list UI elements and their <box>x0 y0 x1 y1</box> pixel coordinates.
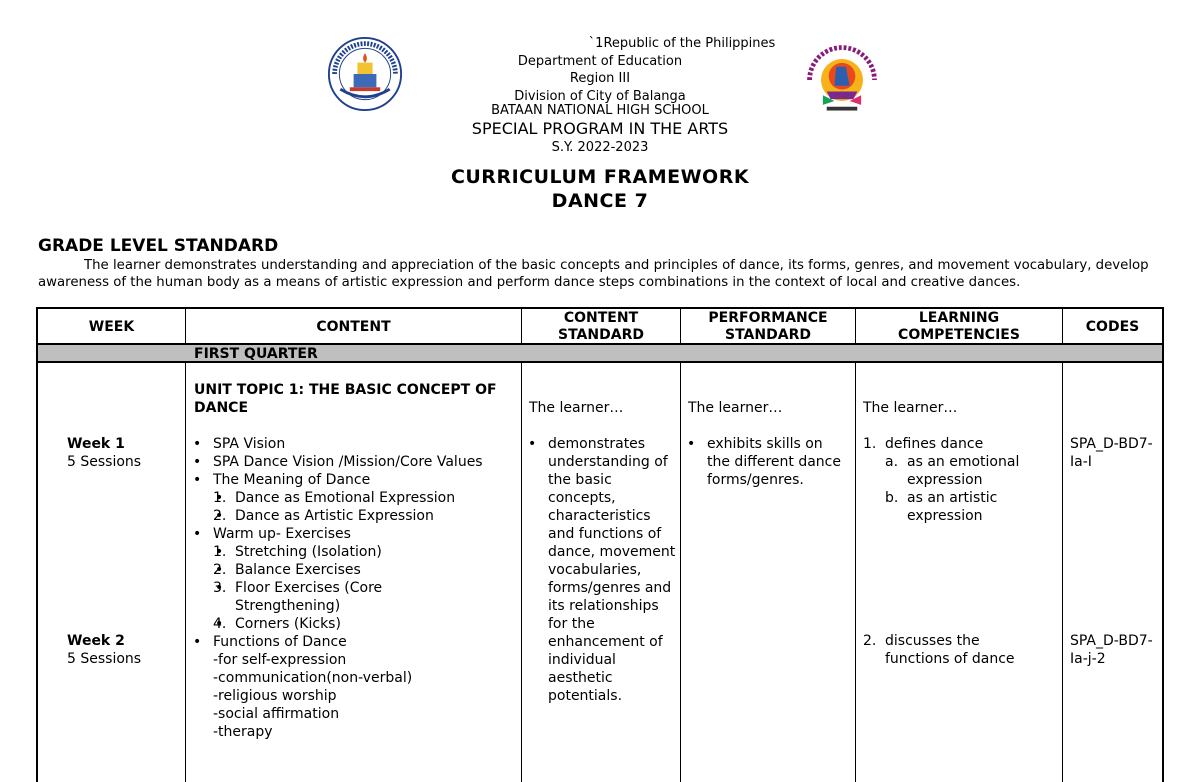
week-2-sessions: 5 Sessions <box>67 651 142 667</box>
quarter-label: FIRST QUARTER <box>194 346 318 362</box>
header-department: Department of Education <box>517 54 683 69</box>
header-content-standard: CONTENT STANDARD <box>558 310 644 343</box>
content-standard-intro: The learner… <box>529 400 624 416</box>
header-program: SPECIAL PROGRAM IN THE ARTS <box>471 119 729 138</box>
curriculum-table <box>36 307 1164 782</box>
function-item: -social affirmation <box>213 706 340 722</box>
performance-standard-intro: The learner… <box>688 400 783 416</box>
week-1-sessions: 5 Sessions <box>67 454 142 470</box>
table-header-row <box>38 309 1162 345</box>
unit-topic: UNIT TOPIC 1: THE BASIC CONCEPT OF DANCE <box>194 382 497 416</box>
content-item: • SPA Vision <box>191 435 517 453</box>
header-region: Region III <box>569 71 631 86</box>
content-item: • SPA Dance Vision /Mission/Core Values <box>191 453 517 471</box>
competency-1a: as an emotional expression <box>907 454 1020 488</box>
content-item: • Functions of Dance -for self-expression -communication(non-verbal) -religious worship -social affirmation -therapy <box>191 633 517 741</box>
week-1-label: Week 1 <box>67 436 125 452</box>
performance-standard-list <box>685 435 847 489</box>
header-school-year: S.Y. 2022-2023 <box>551 140 649 155</box>
performance-standard-text: • exhibits skills on the different dance forms/genres. <box>685 435 847 489</box>
content-sub-item: • 2. Dance as Artistic Expression <box>213 507 517 525</box>
header-republic: `1Republic of the Philippines <box>588 36 776 51</box>
content-item: • The Meaning of Dance • 1. Dance as Emotional Expression • 2. Dance as Artistic Expression <box>191 471 517 525</box>
code-1: SPA_D-BD7-Ia-I <box>1070 436 1153 470</box>
function-item: -therapy <box>213 724 273 740</box>
content-sub-item: • 1. Dance as Emotional Expression <box>213 489 517 507</box>
document-subtitle: DANCE 7 <box>551 190 649 212</box>
function-item: -religious worship <box>213 688 337 704</box>
grade-level-standard-text: The learner demonstrates understanding and appreciation of the basic concepts and principles of dance, its forms, genres, and movement vocabulary, develop awareness of the human body as a means of artistic expression and perform dance steps combinations in the context of local and creative dances. <box>38 258 1149 290</box>
content-sub-item: • 4. Corners (Kicks) <box>213 615 517 633</box>
grade-level-standard-title: GRADE LEVEL STANDARD <box>38 236 279 256</box>
competency-1: 1. defines dance a. as an emotional expression b. as an artistic expression <box>863 436 1020 524</box>
header-content: CONTENT <box>316 318 391 335</box>
function-item: -communication(non-verbal) <box>213 670 413 686</box>
content-sub-item: • 2. Balance Exercises <box>213 561 517 579</box>
competencies-intro: The learner… <box>863 400 958 416</box>
header-performance-standard: PERFORMANCE STANDARD <box>708 310 828 343</box>
header-school: BATAAN NATIONAL HIGH SCHOOL <box>491 103 709 118</box>
quarter-row <box>38 345 1162 363</box>
content-standard-text: • demonstrates understanding of the basic concepts, characteristics and functions of dance, movement vocabularies, forms/genres and its relationships for the enhancement of individual aesthetic potentials. <box>526 435 676 705</box>
content-sub-item: • 1. Stretching (Isolation) <box>213 543 517 561</box>
content-standard-list <box>526 435 676 705</box>
content-sub-item: • 3. Floor Exercises (Core Strengthening) <box>213 579 483 615</box>
competency-1-text: defines dance <box>885 436 984 452</box>
competency-2: 2. discusses the functions of dance <box>863 633 1015 667</box>
content-item: • Warm up- Exercises • 1. Stretching (Isolation) • 2. Balance Exercises • 3. Floor Exercises (Core Strengthening) • 4. Corners (Kicks) <box>191 525 517 633</box>
content-list <box>191 435 517 741</box>
function-item: -for self-expression <box>213 652 347 668</box>
competency-2-text: discusses the functions of dance <box>885 633 1015 667</box>
document-title: CURRICULUM FRAMEWORK <box>450 166 750 188</box>
header-learning-competencies: LEARNING COMPETENCIES <box>898 310 1020 343</box>
week-2-label: Week 2 <box>67 633 125 649</box>
code-2: SPA_D-BD7-Ia-j-2 <box>1070 633 1153 667</box>
header-week: WEEK <box>88 318 135 335</box>
header-division: Division of City of Balanga <box>514 89 686 104</box>
header-codes: CODES <box>1085 318 1140 335</box>
competency-1b: as an artistic expression <box>907 490 998 524</box>
